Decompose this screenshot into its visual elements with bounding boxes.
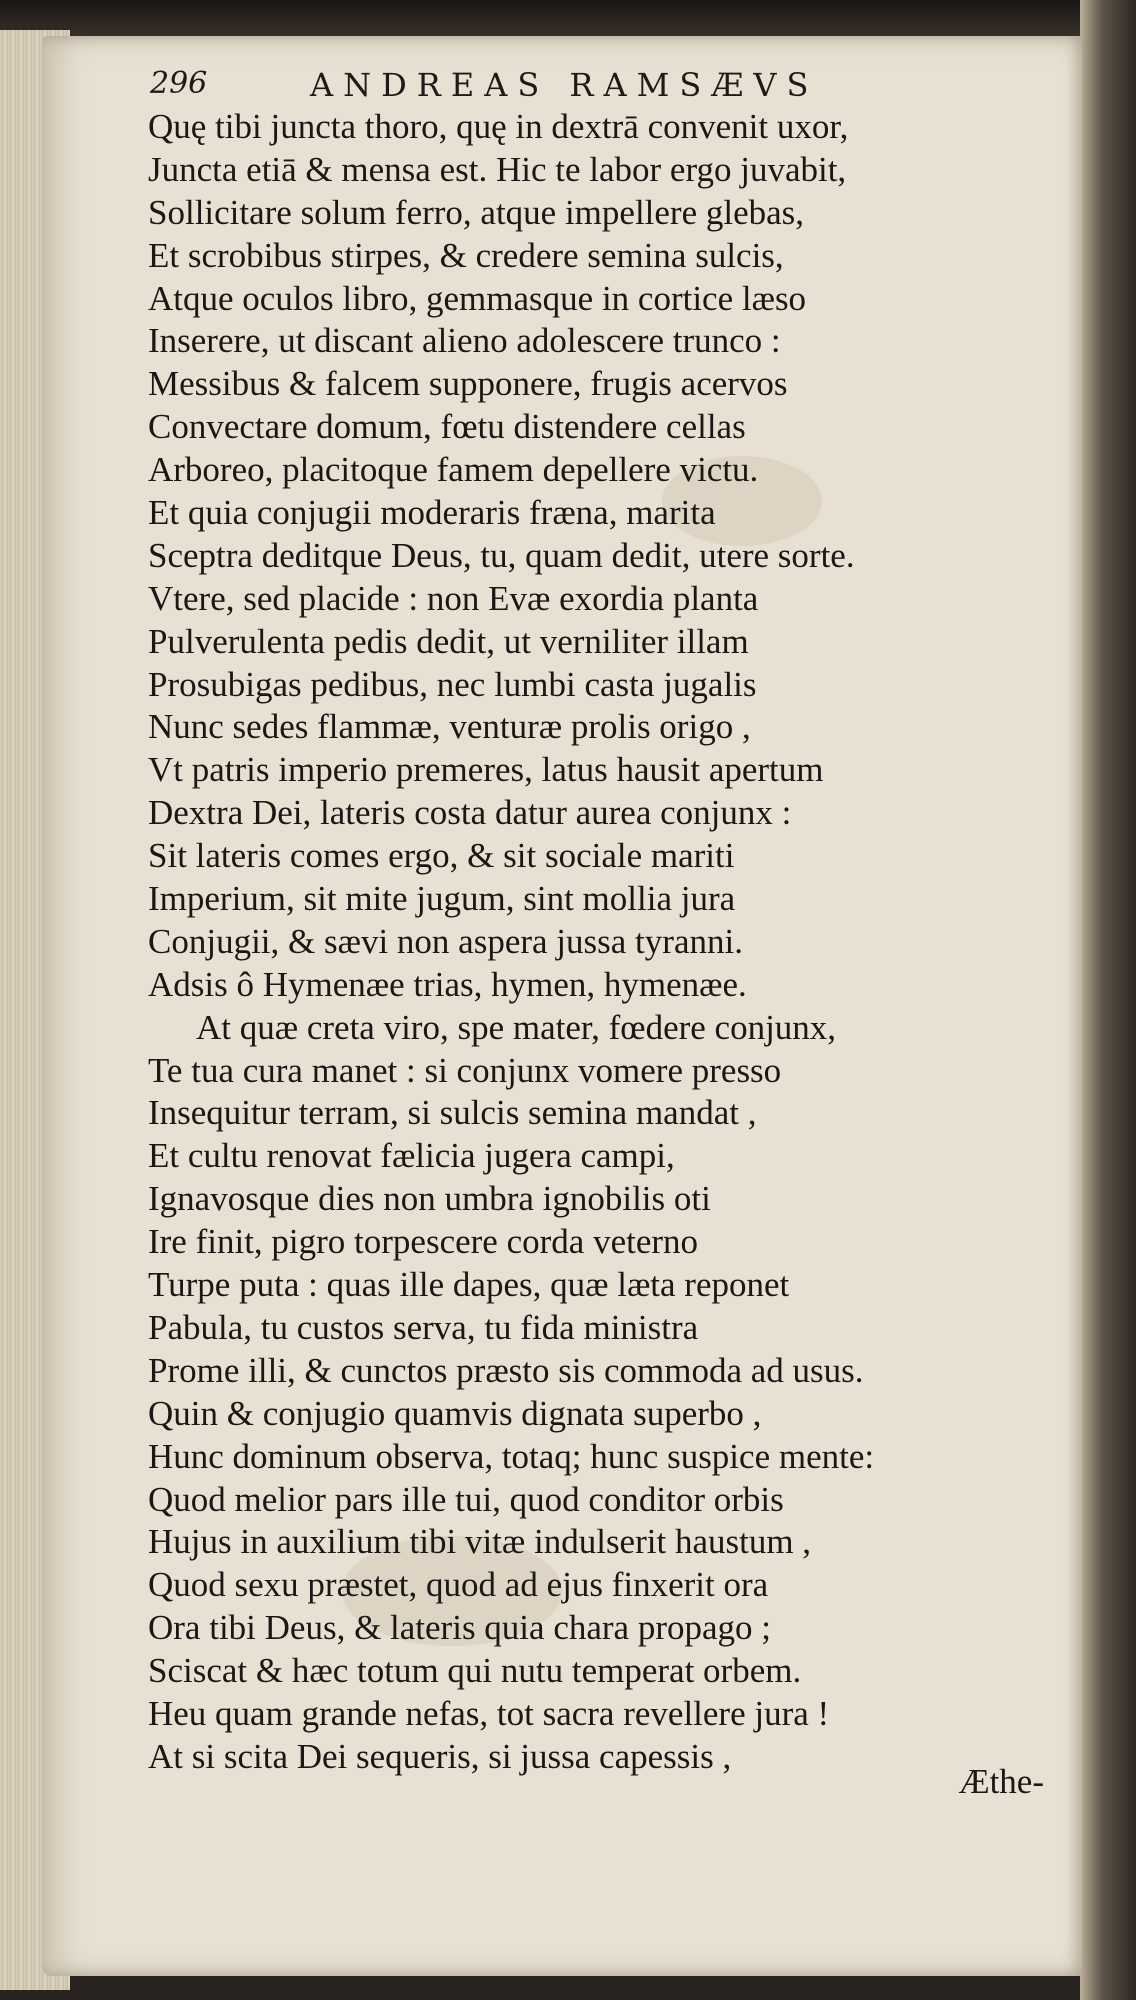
verse-line: Et scrobibus stirpes, & credere semina sulcis, [148,235,784,275]
page-number: 296 [150,66,208,101]
verse-line: Turpe puta : quas ille dapes, quæ læta reponet [148,1265,790,1305]
verse-block [148,106,1078,1779]
verse-line: Imperium, sit mite jugum, sint mollia jura [148,879,736,919]
verse-line: Sciscat & hæc totum qui nutu temperat orbem. [148,1651,802,1691]
verse-line: Atque oculos libro, gemmasque in cortice læso [148,278,807,318]
verse-line: Heu quam grande nefas, tot sacra revellere jura ! [148,1693,830,1733]
verse-line: Dextra Dei, lateris costa datur aurea conjunx : [148,793,792,833]
book-edge-right [1080,0,1136,2000]
verse-line: Arboreo, placitoque famem depellere victu. [148,450,759,490]
verse-line: Insequitur terram, si sulcis semina mandat , [148,1093,757,1133]
verse-line: Vt patris imperio premeres, latus hausit apertum [148,750,824,790]
verse-line: At si scita Dei sequeris, si jussa capessis , [148,1736,732,1776]
verse-line: Vtere, sed placide : non Evæ exordia planta [148,578,759,618]
binding-shadow [0,0,1136,40]
verse-line: Hujus in auxilium tibi vitæ indulserit haustum , [148,1522,812,1562]
running-head [150,62,950,112]
verse-line: Conjugii, & sævi non aspera jussa tyranni. [148,921,743,961]
verse-line: Nunc sedes flammæ, venturæ prolis origo , [148,707,751,747]
verse-line: Quę tibi juncta thoro, quę in dextrā convenit uxor, [148,107,849,146]
verse-line: Juncta etiā & mensa est. Hic te labor ergo juvabit, [148,149,847,189]
verse-line: Inserere, ut discant alieno adolescere trunco : [148,321,781,361]
verse-line: Pabula, tu custos serva, tu fida ministra [148,1307,699,1347]
verse-line: Te tua cura manet : si conjunx vomere presso [148,1050,782,1090]
verse-line: Quin & conjugio quamvis dignata superbo , [148,1393,762,1433]
verse-line: Prome illi, & cunctos præsto sis commoda ad usus. [148,1350,864,1390]
catchword: Æthe- [958,1762,1044,1801]
verse-line: Convectare domum, fœtu distendere cellas [148,407,746,447]
verse-line: Ire finit, pigro torpescere corda veterno [148,1222,699,1262]
verse-line: Sollicitare solum ferro, atque impellere glebas, [148,192,805,232]
verse-line: Ignavosque dies non umbra ignobilis oti [148,1179,711,1219]
verse-line: Ora tibi Deus, & lateris quia chara propago ; [148,1608,771,1648]
verse-line: Pulverulenta pedis dedit, ut verniliter illam [148,621,749,661]
verse-line: Et quia conjugii moderaris fræna, marita [148,493,716,533]
verse-line: Sceptra deditque Deus, tu, quam dedit, utere sorte. [148,535,855,575]
verse-line: At quæ creta viro, spe mater, fœdere conjunx, [196,1007,837,1047]
verse-line: Hunc dominum observa, totaq; hunc suspice mente: [148,1436,875,1476]
verse-line: Quod melior pars ille tui, quod conditor orbis [148,1479,784,1519]
verse-line: Adsis ô Hymenæe trias, hymen, hymenæe. [148,964,747,1004]
verse-line: Et cultu renovat fælicia jugera campi, [148,1136,675,1176]
header-title: ANDREAS RAMSÆVS [310,66,819,104]
verse-line: Quod sexu præstet, quod ad ejus finxerit ora [148,1565,769,1605]
verse-line: Sit lateris comes ergo, & sit sociale mariti [148,836,735,876]
verse-line: Messibus & falcem supponere, frugis acervos [148,364,788,404]
verse-line: Prosubigas pedibus, nec lumbi casta jugalis [148,664,757,704]
